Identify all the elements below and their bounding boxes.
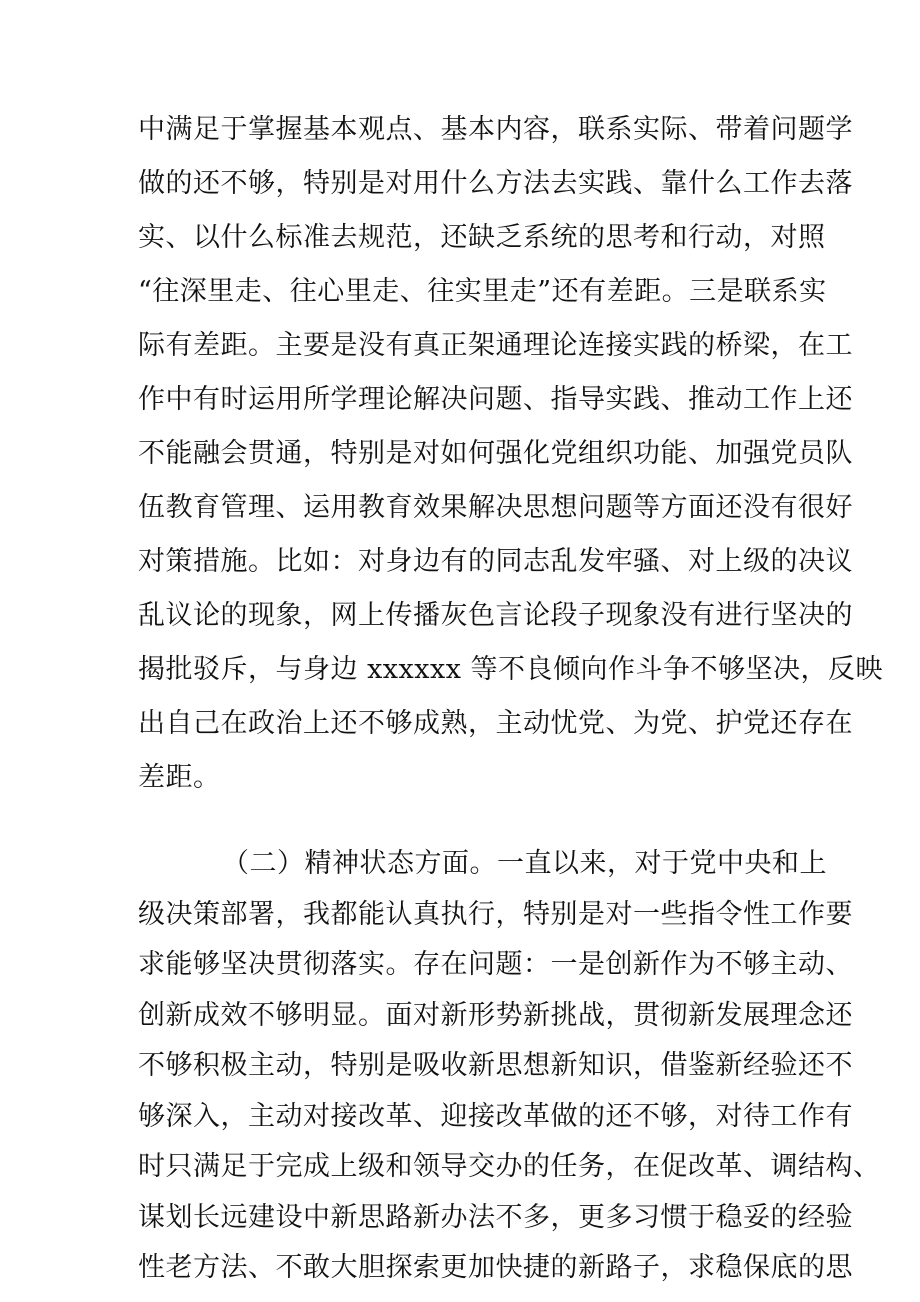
paragraph-line: 不够积极主动，特别是吸收新思想新知识，借鉴新经验还不 bbox=[138, 1050, 853, 1081]
paragraph-line: 级决策部署，我都能认真执行，特别是对一些指令性工作要 bbox=[138, 899, 853, 930]
paragraph-line: “往深里走、往心里走、往实里走”还有差距。三是联系实 bbox=[138, 276, 827, 307]
paragraph-line: （二）精神状态方面。一直以来，对于党中央和上 bbox=[222, 848, 827, 879]
paragraph-line: 乱议论的现象，网上传播灰色言论段子现象没有进行坚决的 bbox=[138, 600, 853, 631]
paragraph-line: 谋划长远建设中新思路新办法不多，更多习惯于稳妥的经验 bbox=[138, 1202, 853, 1233]
paragraph-line: 实、以什么标准去规范，还缺乏系统的思考和行动，对照 bbox=[138, 222, 826, 253]
paragraph-line: 时只满足于完成上级和领导交办的任务，在促改革、调结构、 bbox=[138, 1151, 881, 1182]
paragraph-line: 做的还不够，特别是对用什么方法去实践、靠什么工作去落 bbox=[138, 168, 853, 199]
paragraph-line: 性老方法、不敢大胆探索更加快捷的新路子，求稳保底的思 bbox=[138, 1252, 853, 1283]
paragraph-line: 伍教育管理、运用教育效果解决思想问题等方面还没有很好 bbox=[138, 492, 853, 523]
paragraph-line: 差距。 bbox=[138, 762, 221, 793]
paragraph-line: 求能够坚决贯彻落实。存在问题：一是创新作为不够主动、 bbox=[138, 949, 853, 980]
paragraph-line: 创新成效不够明显。面对新形势新挑战，贯彻新发展理念还 bbox=[138, 1000, 853, 1031]
paragraph-line: 揭批驳斥，与身边 xxxxxx 等不良倾向作斗争不够坚决，反映 bbox=[138, 654, 884, 685]
paragraph-line: 作中有时运用所学理论解决问题、指导实践、推动工作上还 bbox=[138, 384, 853, 415]
paragraph-line: 不能融会贯通，特别是对如何强化党组织功能、加强党员队 bbox=[138, 438, 853, 469]
paragraph-line: 够深入，主动对接改革、迎接改革做的还不够，对待工作有 bbox=[138, 1101, 853, 1132]
paragraph-line: 中满足于掌握基本观点、基本内容，联系实际、带着问题学 bbox=[138, 114, 853, 145]
paragraph-line: 出自己在政治上还不够成熟，主动忧党、为党、护党还存在 bbox=[138, 708, 853, 739]
paragraph-line: 际有差距。主要是没有真正架通理论连接实践的桥梁，在工 bbox=[138, 330, 853, 361]
paragraph-line: 对策措施。比如：对身边有的同志乱发牢骚、对上级的决议 bbox=[138, 546, 853, 577]
